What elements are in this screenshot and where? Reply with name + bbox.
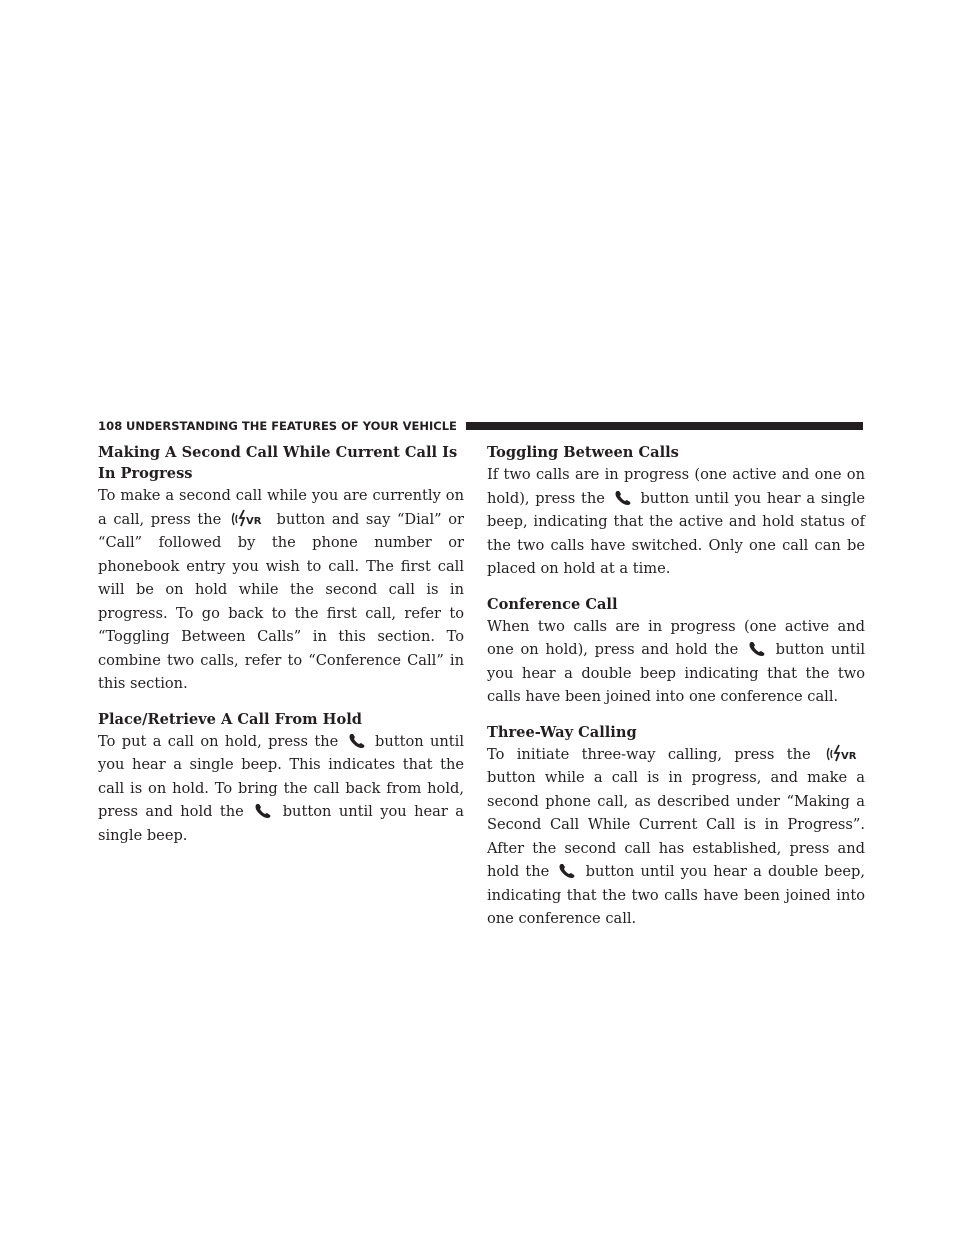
paragraph-conference: When two calls are in progress (one active and one on hold), press and hold the button until you hear a double beep indicating that the two calls have been joined into one conference call.	[487, 617, 866, 705]
heading-toggling: Toggling Between Calls	[487, 444, 679, 461]
heading-hold: Place/Retrieve A Call From Hold	[98, 710, 362, 728]
paragraph-toggling: If two calls are in progress (one active and one on hold), press the button until you hear a single beep, indicating that the active and hold status of the two calls have switched. Only one call can be placed on hold at a time.	[487, 466, 866, 577]
phone-handset-icon	[254, 803, 272, 819]
heading-conference: Conference Call	[487, 595, 618, 613]
phone-handset-icon	[614, 490, 632, 506]
vr-icon-label: VR	[245, 515, 262, 527]
phone-handset-icon	[348, 733, 366, 749]
right-column	[487, 442, 865, 944]
phone-handset-icon	[558, 863, 576, 879]
phone-handset-icon	[748, 641, 766, 657]
header-rule	[466, 422, 863, 430]
page-header	[98, 419, 863, 433]
heading-second-call: Making A Second Call While Current Call Is In Progress	[98, 444, 458, 482]
paragraph-hold: To put a call on hold, press the button until you hear a single beep. This indicates that the call is on hold. To bring the call back from hold, press and hold the button until you hear a single beep.	[98, 732, 464, 844]
section-title: UNDERSTANDING THE FEATURES OF YOUR VEHICLE	[126, 419, 457, 433]
left-column	[98, 442, 464, 860]
vr-icon-label: VR	[841, 750, 857, 762]
voice-command-vr-icon	[826, 744, 862, 762]
heading-three-way: Three-Way Calling	[487, 723, 637, 741]
paragraph-three-way: To initiate three-way calling, press the VR button while a call is in progress, and make a second phone call, as described under “Making a Second Call While Current Call is in Progress”. After the second call has established, press and hold the button until you hear a double beep, indicating that the two calls have been joined into one conference call.	[487, 745, 866, 927]
voice-command-vr-icon	[231, 509, 267, 527]
paragraph-second-call: To make a second call while you are currently on a call, press the VR button and say “Dial” or “Call” followed by the phone number or phonebook entry you wish to call. The first call will be on hold while the second call is in progress. To go back to the first call, refer to “Toggling Between Calls” in this section. To combine two calls, refer to “Conference Call” in this section.	[98, 487, 465, 692]
page-number: 108	[98, 419, 123, 433]
